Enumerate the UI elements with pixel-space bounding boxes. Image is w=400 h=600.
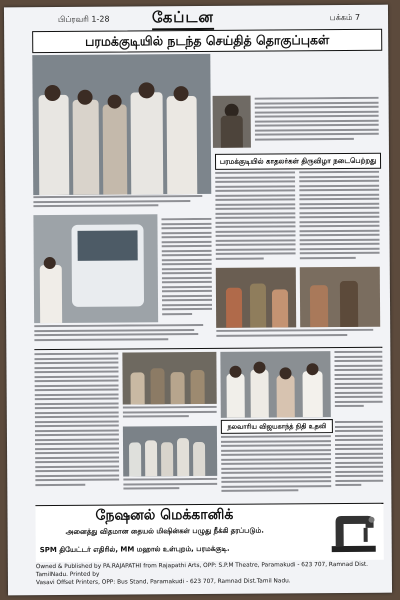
footer-line-2: Vasavi Offset Printers, OPP: Bus Stand, Paramakudi - 623 707, Ramnad Dist.Tamil Nadu. xyxy=(35,578,291,587)
article-top-right xyxy=(255,97,379,152)
festival-box-title: பரமக்குடியில் காதலர்கள் திருவிழா நடைபெற்றது xyxy=(215,153,381,170)
ad-subtitle: அனைத்து விதமான தையல் மிஷின்கள் பழுது நீக்கி தரப்படும். xyxy=(65,526,264,536)
festival-photo-1 xyxy=(216,267,296,328)
festival-photos-caption xyxy=(216,329,380,344)
newspaper-page xyxy=(4,5,392,596)
section-divider xyxy=(34,347,382,350)
group-photo xyxy=(123,426,217,477)
bus-article xyxy=(161,218,212,320)
page-headline: பரமக்குடியில் நடந்த செய்தித் தொகுப்புகள் xyxy=(84,31,330,49)
festival-article-col1 xyxy=(215,171,296,264)
gathering-photo-caption xyxy=(123,406,217,427)
bus-photo-caption xyxy=(34,324,212,347)
mechanic-advertisement xyxy=(35,503,383,562)
gathering-photo xyxy=(122,352,216,405)
issue-date: பிப்ரவரி 1-28 xyxy=(58,14,110,24)
page-number: பக்கம் 7 xyxy=(329,12,361,23)
footer-line-1: Owned & Published by PA.RAJAPATHI from Rajapathi Arts, OPP: S.P.M Theatre, Paramakudi - 623 707, Ramnad Dist. TamilNadu. Printed by xyxy=(35,561,368,579)
headline-bar xyxy=(32,29,382,53)
sewing-machine-icon xyxy=(327,508,379,556)
group-photo-caption xyxy=(123,478,217,499)
help-event-photo xyxy=(220,351,330,418)
help-article-col2 xyxy=(335,421,384,499)
bus-photo xyxy=(33,214,158,323)
help-box-title: நலவாரிய விஜயகாந்த் நிதி உதவி xyxy=(221,419,333,434)
stage-photo-caption xyxy=(33,195,211,212)
publisher-footer xyxy=(36,561,384,587)
help-article xyxy=(221,435,331,500)
statue-photo xyxy=(213,96,251,148)
bottom-left-article xyxy=(34,353,119,502)
help-article-right xyxy=(334,351,382,417)
ad-title: நேஷனல் மெக்கானிக் xyxy=(95,506,234,524)
ad-address: SPM தியேட்டர் எதிரில், MM மஹால் உள்புறம், பரமக்குடி. xyxy=(39,544,230,555)
masthead: கேப்டன xyxy=(152,8,214,30)
festival-photo-2 xyxy=(300,267,380,328)
stage-photo xyxy=(32,54,211,195)
festival-article-col2 xyxy=(299,171,380,264)
